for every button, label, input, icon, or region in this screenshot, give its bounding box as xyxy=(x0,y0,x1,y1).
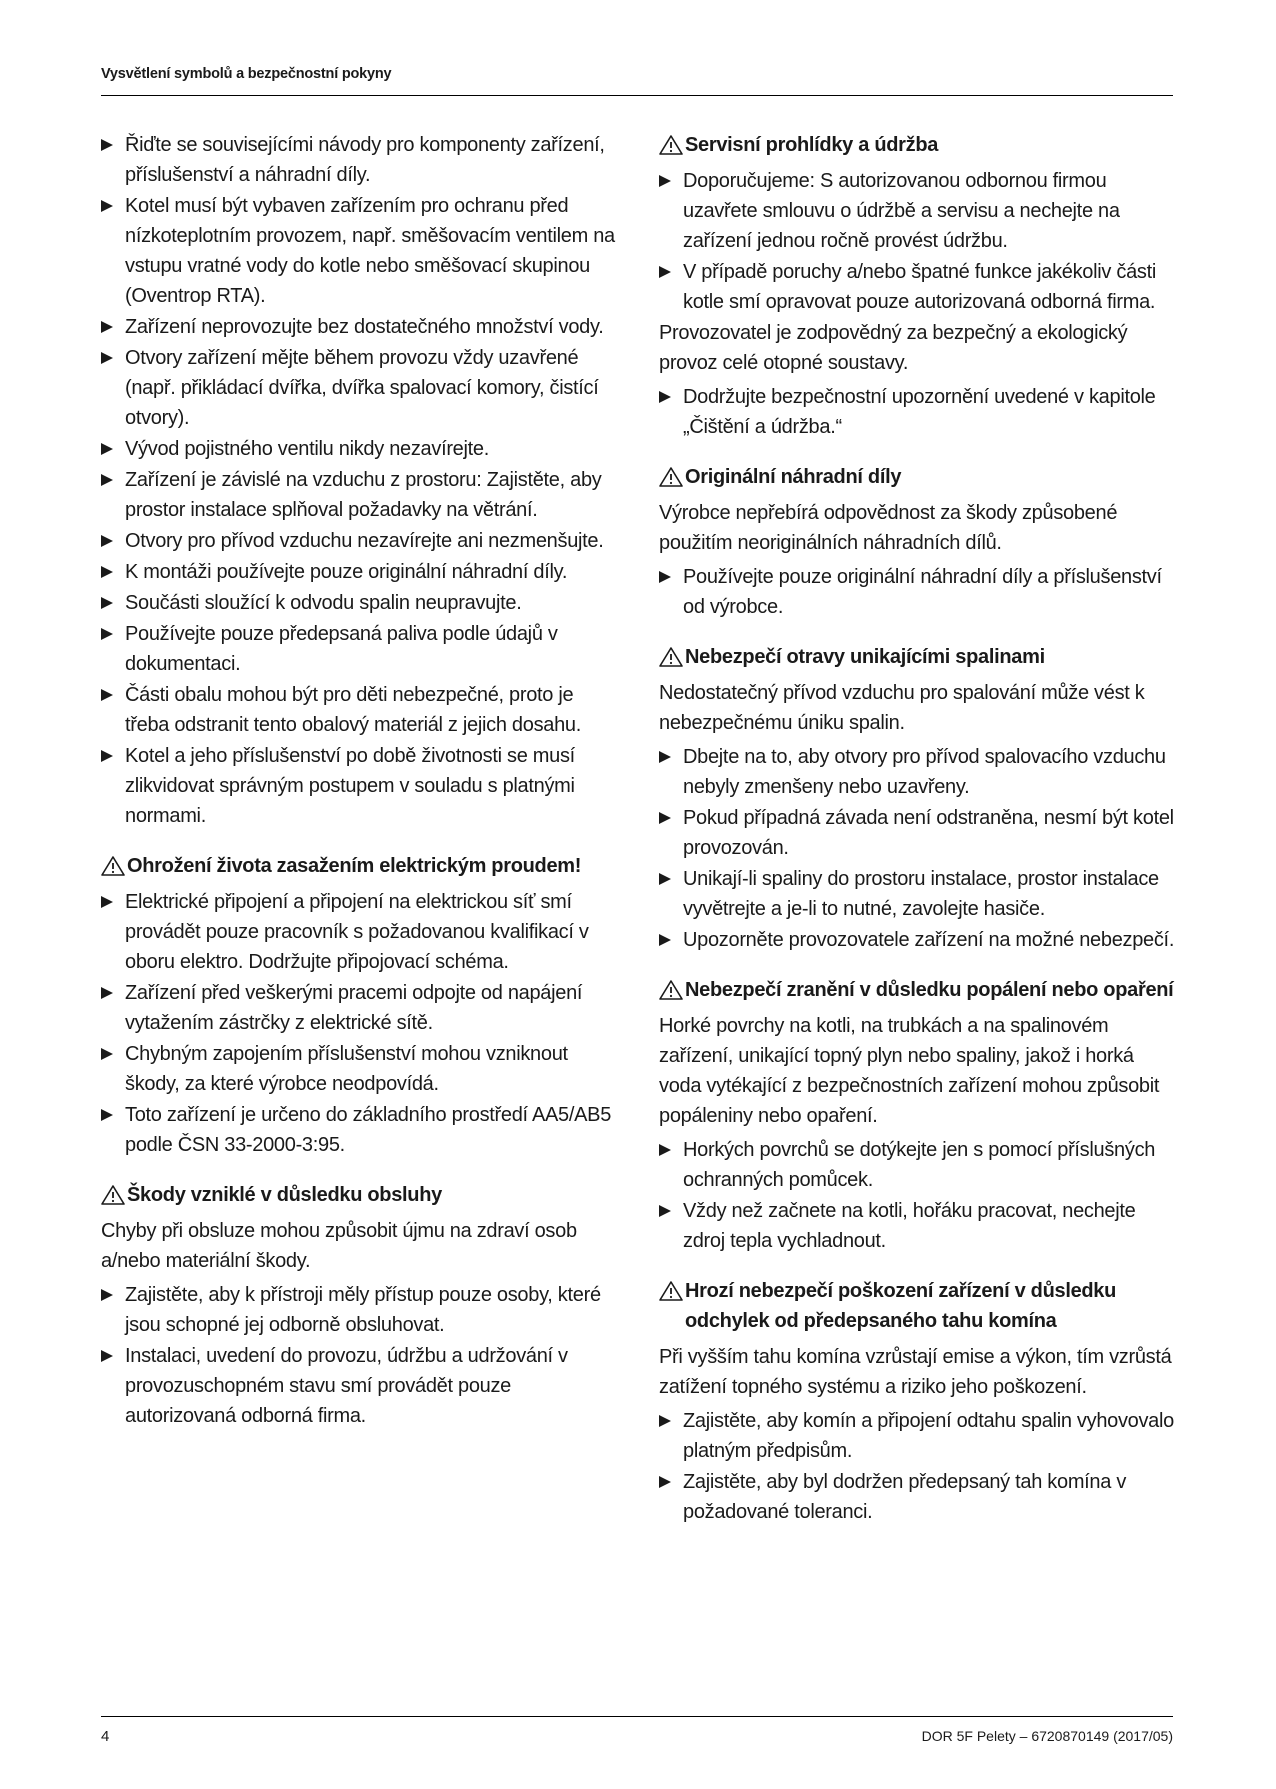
list-item-text: V případě poruchy a/nebo špatné funkce jakékoliv části kotle smí opravovat pouze autorizovaná odborná firma. xyxy=(683,261,1156,313)
section-heading-operation xyxy=(101,1180,616,1210)
page-number: 4 xyxy=(101,1728,110,1745)
paragraph: Při vyšším tahu komína vzrůstají emise a výkon, tím vzrůstá zatížení topného systému a riziko jeho poškození. xyxy=(659,1346,1172,1398)
section-heading-burns xyxy=(659,975,1179,1005)
bullet-arrow-icon xyxy=(659,1205,671,1217)
list-item-text: Součásti sloužící k odvodu spalin neupravujte. xyxy=(125,592,522,614)
list-item xyxy=(101,1039,616,1099)
list-item xyxy=(659,803,1179,863)
list-item xyxy=(659,1406,1179,1466)
list-item-text: Zařízení neprovozujte bez dostatečného množství vody. xyxy=(125,316,604,338)
list-item-text: Toto zařízení je určeno do základního prostředí AA5/AB5 podle ČSN 33-2000-3:95. xyxy=(125,1104,612,1156)
section-heading-parts xyxy=(659,462,1179,492)
list-item-text: Unikají-li spaliny do prostoru instalace, prostor instalace vyvětrejte a je-li to nutné, zavolejte hasiče. xyxy=(683,868,1159,920)
list-item-text: Řiďte se souvisejícími návody pro komponenty zařízení, příslušenství a náhradní díly. xyxy=(125,134,605,186)
bullet-arrow-icon xyxy=(101,1289,113,1301)
list-item-text: Vývod pojistného ventilu nikdy nezavírejte. xyxy=(125,438,489,460)
list-item xyxy=(101,1100,616,1160)
list-item xyxy=(101,526,616,556)
bullet-arrow-icon xyxy=(101,139,113,151)
list-item xyxy=(659,864,1179,924)
list-item xyxy=(101,434,616,464)
bullet-arrow-icon xyxy=(659,751,671,763)
list-item xyxy=(659,1467,1179,1527)
section-heading-text: Škody vzniklé v důsledku obsluhy xyxy=(127,1184,442,1206)
bullet-arrow-icon xyxy=(659,812,671,824)
list-item xyxy=(101,1341,616,1431)
list-item xyxy=(101,680,616,740)
list-item xyxy=(101,741,616,831)
list-item xyxy=(101,978,616,1038)
section-heading-text: Hrozí nebezpečí poškození zařízení v důsledku odchylek od předepsaného tahu komína xyxy=(685,1280,1117,1332)
bullet-arrow-icon xyxy=(101,474,113,486)
list-item xyxy=(659,742,1179,802)
list-item xyxy=(101,130,616,190)
bullet-arrow-icon xyxy=(101,896,113,908)
bullet-arrow-icon xyxy=(101,597,113,609)
document-id: DOR 5F Pelety – 6720870149 (2017/05) xyxy=(921,1728,1173,1744)
bullet-arrow-icon xyxy=(101,321,113,333)
bullet-arrow-icon xyxy=(101,750,113,762)
list-item-text: Části obalu mohou být pro děti nebezpečné, proto je třeba odstranit tento obalový materiál z jejich dosahu. xyxy=(125,684,581,736)
list-item xyxy=(101,312,616,342)
section-heading-electric xyxy=(101,851,616,881)
list-item xyxy=(101,588,616,618)
bullet-arrow-icon xyxy=(659,1415,671,1427)
bullet-arrow-icon xyxy=(101,1350,113,1362)
list-item-text: Doporučujeme: S autorizovanou odbornou firmou uzavřete smlouvu o údržbě a servisu a nechejte na zařízení jednou ročně provést údržbu. xyxy=(683,170,1120,252)
bullet-arrow-icon xyxy=(659,391,671,403)
list-item xyxy=(659,1135,1179,1195)
header-rule xyxy=(101,95,1173,96)
list-item-text: Pokud případná závada není odstraněna, nesmí být kotel provozován. xyxy=(683,807,1174,859)
list-item xyxy=(101,1280,616,1340)
list-item-text: Otvory pro přívod vzduchu nezavírejte ani nezmenšujte. xyxy=(125,530,604,552)
list-item xyxy=(101,557,616,587)
list-item-text: Kotel a jeho příslušenství po době životnosti se musí zlikvidovat správným postupem v souladu s platnými normami. xyxy=(125,745,575,827)
section-heading-text: Servisní prohlídky a údržba xyxy=(685,134,939,156)
bullet-arrow-icon xyxy=(101,987,113,999)
list-item-text: Zajistěte, aby k přístroji měly přístup pouze osoby, které jsou schopné jej odborně obsluhovat. xyxy=(125,1284,601,1336)
bullet-arrow-icon xyxy=(101,443,113,455)
section-heading-text: Originální náhradní díly xyxy=(685,466,902,488)
page-header-title: Vysvětlení symbolů a bezpečnostní pokyny xyxy=(101,66,392,82)
list-item xyxy=(659,925,1179,955)
section-heading-service xyxy=(659,130,1179,160)
paragraph: Výrobce nepřebírá odpovědnost za škody způsobené použitím neoriginálních náhradních dílů. xyxy=(659,502,1118,554)
bullet-arrow-icon xyxy=(659,175,671,187)
list-item-text: Dbejte na to, aby otvory pro přívod spalovacího vzduchu nebyly zmenšeny nebo uzavřeny. xyxy=(683,746,1166,798)
bullet-arrow-icon xyxy=(101,352,113,364)
list-item xyxy=(659,562,1179,622)
footer-rule xyxy=(101,1716,1173,1717)
bullet-arrow-icon xyxy=(659,1476,671,1488)
list-item-text: Vždy než začnete na kotli, hořáku pracovat, nechejte zdroj tepla vychladnout. xyxy=(683,1200,1136,1252)
list-item-text: K montáži používejte pouze originální náhradní díly. xyxy=(125,561,568,583)
warning-triangle-icon xyxy=(659,647,683,667)
list-item xyxy=(659,257,1179,317)
list-item-text: Upozorněte provozovatele zařízení na možné nebezpečí. xyxy=(683,929,1175,951)
list-item-text: Zajistěte, aby komín a připojení odtahu spalin vyhovovalo platným předpisům. xyxy=(683,1410,1174,1462)
list-item-text: Dodržujte bezpečnostní upozornění uvedené v kapitole „Čištění a údržba.“ xyxy=(683,386,1156,438)
list-item xyxy=(101,465,616,525)
warning-triangle-icon xyxy=(659,980,683,1000)
section-heading-text: Nebezpečí zranění v důsledku popálení nebo opaření xyxy=(685,979,1174,1001)
list-item-text: Zařízení je závislé na vzduchu z prostoru: Zajistěte, aby prostor instalace splňoval požadavky na větrání. xyxy=(125,469,602,521)
left-column xyxy=(101,130,616,1432)
list-item-text: Chybným zapojením příslušenství mohou vzniknout škody, za které výrobce neodpovídá. xyxy=(125,1043,568,1095)
right-column xyxy=(659,130,1179,1528)
list-item-text: Zajistěte, aby byl dodržen předepsaný tah komína v požadované toleranci. xyxy=(683,1471,1127,1523)
bullet-arrow-icon xyxy=(659,934,671,946)
bullet-arrow-icon xyxy=(659,1144,671,1156)
warning-triangle-icon xyxy=(659,467,683,487)
list-item xyxy=(101,191,616,311)
bullet-arrow-icon xyxy=(101,535,113,547)
list-item-text: Zařízení před veškerými pracemi odpojte od napájení vytažením zástrčky z elektrické sítě. xyxy=(125,982,583,1034)
section-heading-text: Nebezpečí otravy unikajícími spalinami xyxy=(685,646,1045,668)
warning-triangle-icon xyxy=(101,856,125,876)
warning-triangle-icon xyxy=(101,1185,125,1205)
list-item-text: Kotel musí být vybaven zařízením pro ochranu před nízkoteplotním provozem, např. směšovacím ventilem na vstupu vratné vody do kotle nebo směšovací skupinou (Oventrop RTA). xyxy=(125,195,615,307)
bullet-arrow-icon xyxy=(659,873,671,885)
list-item xyxy=(101,343,616,433)
list-item xyxy=(659,1196,1179,1256)
list-item xyxy=(101,887,616,977)
section-heading-fumes xyxy=(659,642,1179,672)
bullet-arrow-icon xyxy=(659,571,671,583)
list-item xyxy=(659,166,1179,256)
bullet-arrow-icon xyxy=(101,689,113,701)
list-item-text: Elektrické připojení a připojení na elektrickou síť smí provádět pouze pracovník s požadovanou kvalifikací v oboru elektro. Dodržujte připojovací schéma. xyxy=(125,891,589,973)
paragraph: Chyby při obsluze mohou způsobit újmu na zdraví osob a/nebo materiální škody. xyxy=(101,1220,577,1272)
bullet-arrow-icon xyxy=(101,1109,113,1121)
list-item-text: Instalaci, uvedení do provozu, údržbu a udržování v provozuschopném stavu smí provádět pouze autorizovaná odborná firma. xyxy=(125,1345,568,1427)
paragraph: Horké povrchy na kotli, na trubkách a na spalinovém zařízení, unikající topný plyn nebo spaliny, jakož i horká voda vytékající z bezpečnostních zařízení mohou způsobit popáleniny nebo opaření. xyxy=(659,1015,1160,1127)
list-item-text: Horkých povrchů se dotýkejte jen s pomocí příslušných ochranných pomůcek. xyxy=(683,1139,1156,1191)
bullet-arrow-icon xyxy=(101,628,113,640)
section-heading-draft xyxy=(659,1276,1179,1336)
paragraph: Nedostatečný přívod vzduchu pro spalování může vést k nebezpečnému úniku spalin. xyxy=(659,682,1145,734)
bullet-arrow-icon xyxy=(101,566,113,578)
paragraph: Provozovatel je zodpovědný za bezpečný a ekologický provoz celé otopné soustavy. xyxy=(659,322,1128,374)
bullet-arrow-icon xyxy=(101,1048,113,1060)
warning-triangle-icon xyxy=(659,135,683,155)
warning-triangle-icon xyxy=(659,1281,683,1301)
list-item xyxy=(659,382,1179,442)
list-item-text: Používejte pouze originální náhradní díly a příslušenství od výrobce. xyxy=(683,566,1162,618)
list-item xyxy=(101,619,616,679)
section-heading-text: Ohrožení života zasažením elektrickým proudem! xyxy=(127,855,582,877)
bullet-arrow-icon xyxy=(659,266,671,278)
bullet-arrow-icon xyxy=(101,200,113,212)
list-item-text: Otvory zařízení mějte během provozu vždy uzavřené (např. přikládací dvířka, dvířka spalovací komory, čistící otvory). xyxy=(125,347,599,429)
list-item-text: Používejte pouze předepsaná paliva podle údajů v dokumentaci. xyxy=(125,623,558,675)
